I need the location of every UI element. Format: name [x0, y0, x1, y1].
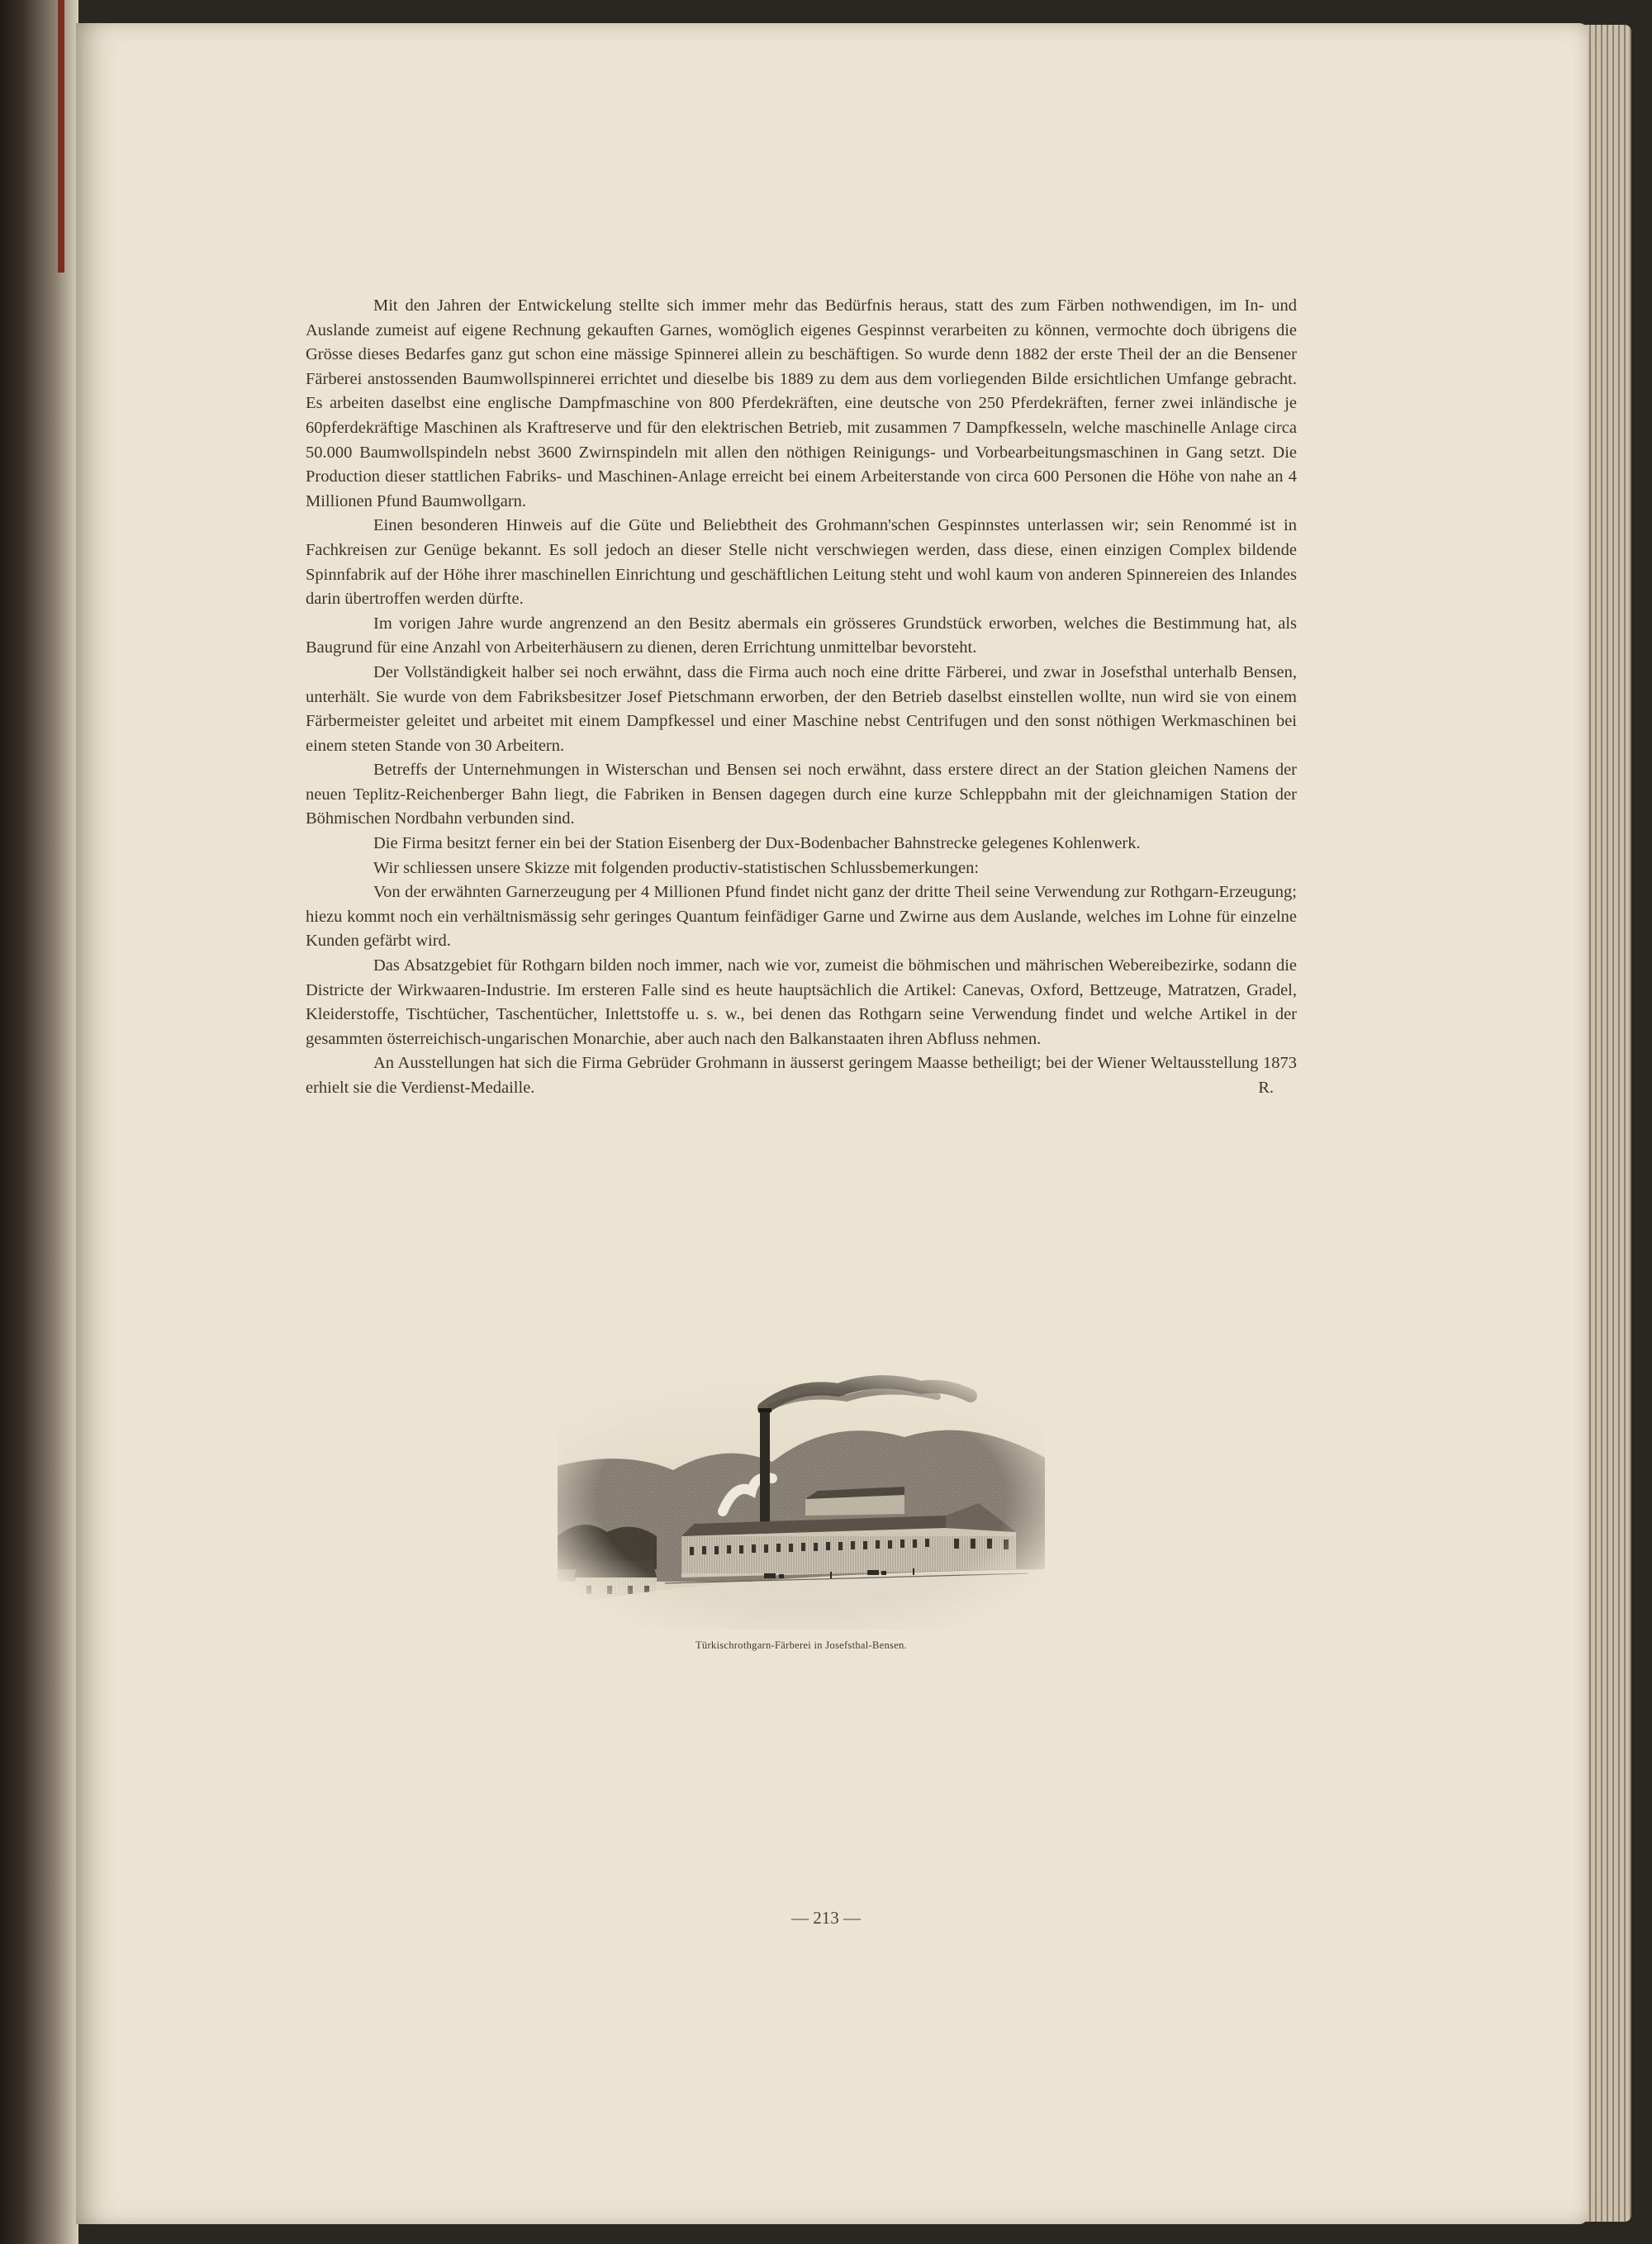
paragraph: Einen besonderen Hinweis auf die Güte und Beliebtheit des Grohmann'schen Gespinnstes unterlassen wir; sein Renommé ist in Fachkreisen zur Genüge bekannt. Es soll jedoch an dieser Stelle nicht verschwiegen werden, dass diese, einen einzigen Complex bildende Spinnfabrik auf der Höhe ihrer maschinellen Einrichtung und geschäftlichen Leitung steht und wohl kaum von anderen Spinnereien des Inlandes darin übertroffen werden dürfte. — [306, 516, 1297, 609]
binding-strip — [58, 0, 64, 273]
paragraph: Wir schliessen unsere Skizze mit folgenden productiv-statistischen Schlussbemerkungen: — [373, 858, 980, 877]
paragraph: Das Absatzgebiet für Rothgarn bilden noch immer, nach wie vor, zumeist die böhmischen und mährischen Webereibezirke, sodann die Districte der Wirkwaaren-Industrie. Im ersteren Falle sind es heute hauptsächlich die Artikel: Canevas, Oxford, Bettzeuge, Matratzen, Gradel, Kleiderstoffe, Tischtücher, Taschentücher, Inlettstoffe u. s. w., bei denen das Rothgarn seine Verwendung findet und welche Artikel in der gesammten österreichisch-ungarischen Monarchie, aber auch nach den Balkanstaaten ihren Abfluss nehmen. — [306, 956, 1297, 1048]
signature: R. — [1258, 1079, 1274, 1097]
paragraph: Die Firma besitzt ferner ein bei der Station Eisenberg der Dux-Bodenbacher Bahnstrecke gelegenes Kohlenwerk. — [373, 834, 1141, 853]
paragraph: Von der erwähnten Garnerzeugung per 4 Millionen Pfund findet nicht ganz der dritte Theil seine Verwendung zur Rothgarn-Erzeugung; hiezu kommt noch ein verhältnismässig sehr geringes Quantum feinfädiger Garne und Zwirne aus dem Auslande, welches im Lohne für einzelne Kunden gefärbt wird. — [306, 883, 1297, 951]
body-text — [306, 294, 1297, 1101]
paragraph: Im vorigen Jahre wurde angrenzend an den Besitz abermals ein grösseres Grundstück erworben, welches die Bestimmung hat, als Baugrund für eine Anzahl von Arbeiterhäusern zu dienen, deren Errichtung unmittelbar bevorsteht. — [306, 614, 1297, 657]
factory-engraving-icon — [558, 1367, 1045, 1630]
page-number: — 213 — — [791, 1908, 861, 1928]
paragraph: Der Vollständigkeit halber sei noch erwähnt, dass die Firma auch noch eine dritte Färberei, und zwar in Josefsthal unterhalb Bensen, unterhält. Sie wurde von dem Fabriksbesitzer Josef Pietschmann erworben, der den Betrieb daselbst einstellen wollte, nun wird sie von einem Färbermeister geleitet und arbeitet mit einem Dampfkessel und einer Maschine nebst Centrifugen und den sonst nöthigen Werkmaschinen bei einem steten Stande von 30 Arbeitern. — [306, 662, 1297, 755]
figure-caption: Türkischrothgarn-Färberei in Josefsthal-Bensen. — [695, 1639, 908, 1651]
paragraph-last — [306, 1051, 1297, 1100]
paragraph: Betreffs der Unternehmungen in Wisterschan und Bensen sei noch erwähnt, dass erstere direct an der Station gleichen Namens der neuen Teplitz-Reichenberger Bahn liegt, die Fabriken in Bensen dagegen durch eine kurze Schleppbahn mit der gleichnamigen Station der Böhmischen Nordbahn verbunden sind. — [306, 761, 1297, 828]
paragraph-last-text: An Ausstellungen hat sich die Firma Gebrüder Grohmann in äusserst geringem Maasse betheiligt; bei der Wiener Weltausstellung 1873 erhielt sie die Verdienst-Medaille. — [306, 1054, 1297, 1097]
paragraph: Mit den Jahren der Entwickelung stellte sich immer mehr das Bedürfnis heraus, statt des zum Färben nothwendigen, im In- und Auslande zumeist auf eigene Rechnung gekauften Garnes, womöglich eigenes Gespinnst verarbeiten zu können, vermochte doch übrigens die Grösse dieses Bedarfes ganz gut schon eine mässige Spinnerei allein zu beschäftigen. So wurde denn 1882 der erste Theil der an die Bensener Färberei anstossenden Baumwollspinnerei errichtet und dieselbe bis 1889 zu dem aus dem vorliegenden Bilde ersichtlichen Umfange gebracht. Es arbeiten daselbst eine englische Dampfmaschine von 800 Pferdekräften, eine deutsche von 250 Pferdekräften, ferner zwei inländische je 60pferdekräftige Maschinen als Kraftreserve und für den elektrischen Betrieb, mit zusammen 7 Dampfkesseln, welche maschinelle Anlage circa 50.000 Baumwollspindeln nebst 3600 Zwirnspindeln mit allen den nöthigen Reinigungs- und Vorbearbeitungsmaschinen in Gang setzt. Die Production dieser stattlichen Fabriks- und Maschinen-Anlage erreicht bei einem Arbeiterstande von circa 600 Personen die Höhe von nahe an 4 Millionen Pfund Baumwollgarn. — [306, 297, 1297, 510]
